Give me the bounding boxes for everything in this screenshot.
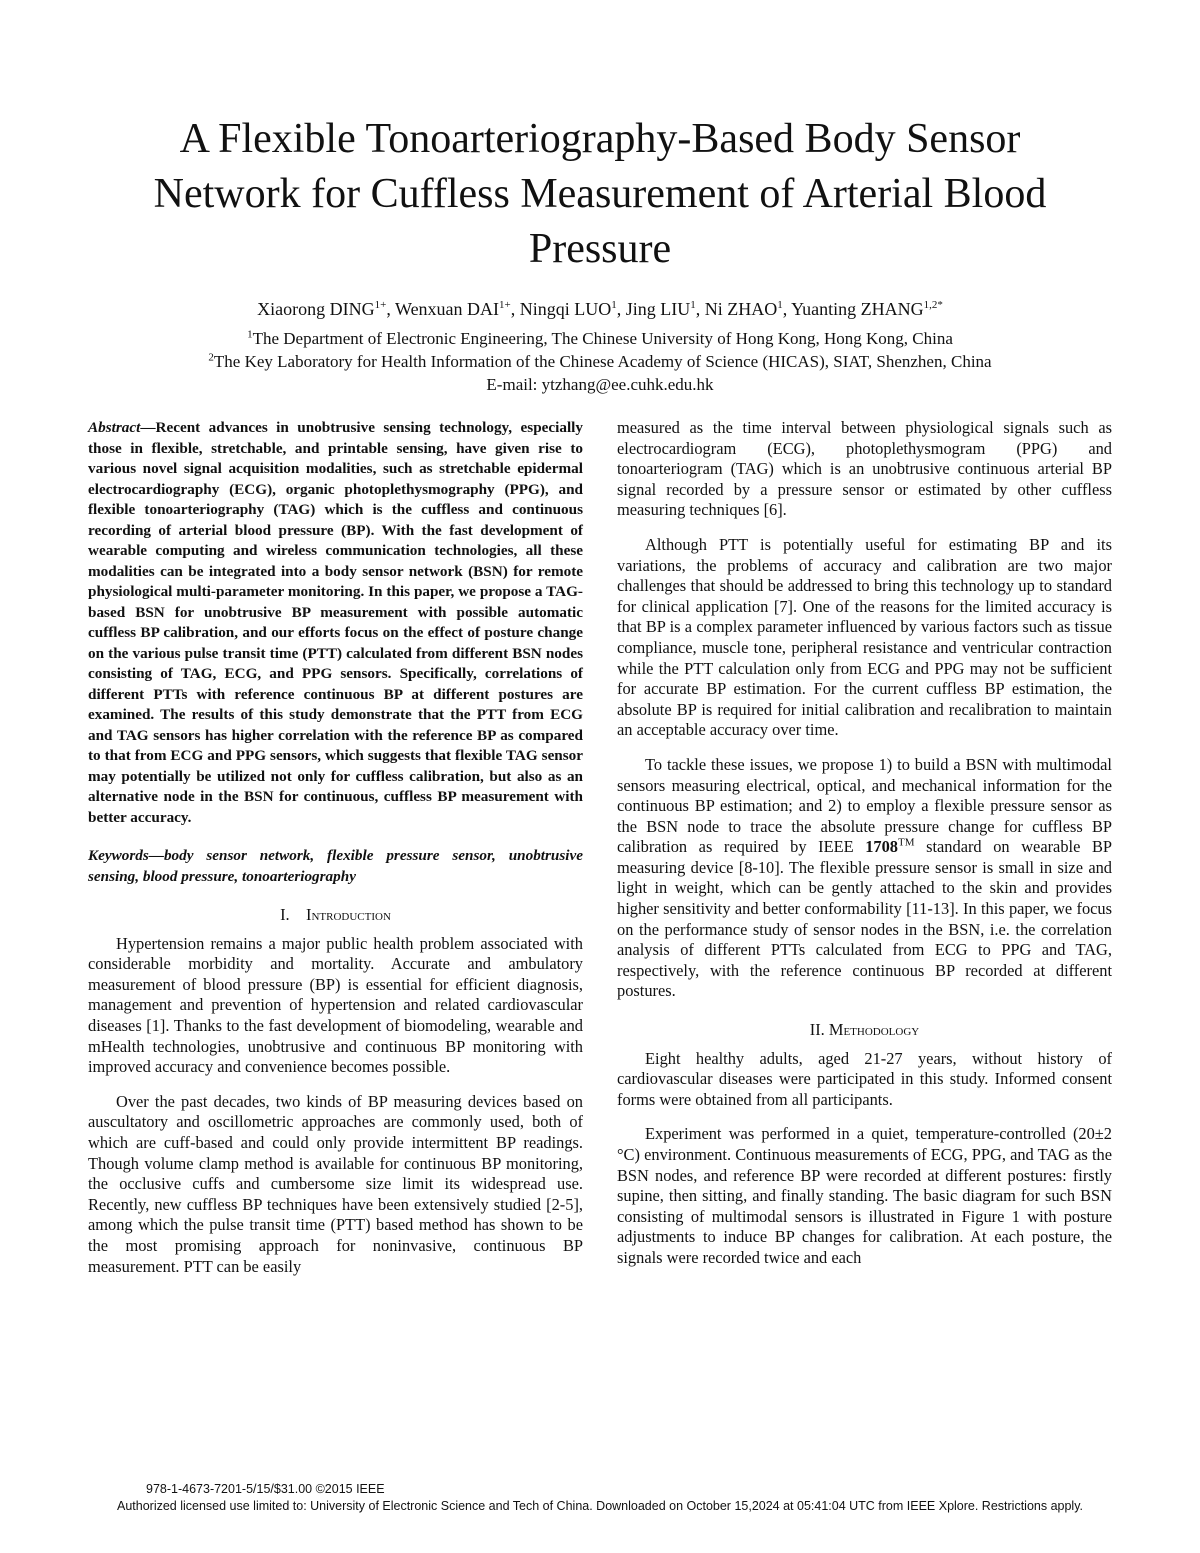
paper-title (80, 112, 1120, 277)
author-mark: 1+ (499, 299, 511, 311)
intro-paragraph-3: measured as the time interval between physiological signals such as electrocardiogram (ECG), photoplethysmogram (PPG) and tonoarteriogram (TAG) which is an unobtrusive continuous arterial BP signal recorded by a pressure sensor or estimated by other cuffless measuring techniques [6]. (617, 418, 1112, 520)
section-number: II. (809, 1020, 825, 1040)
intro-paragraph-1: Hypertension remains a major public health problem associated with considerable morbidity and mortality. Accurate and ambulatory measurement of blood pressure (BP) is essential for efficient diagnosis, management and prevention of hypertension and related cardiovascular diseases [1]. Thanks to the fast development of biomodeling, wearable and mHealth technologies, unobtrusive and continuous BP monitoring with improved accuracy and convenience becomes possible. (88, 933, 583, 1077)
affiliation-text: The Key Laboratory for Health Information of the Chinese Academy of Science (HICAS), SIAT, Shenzhen, China (213, 352, 992, 371)
affiliation-2 (80, 350, 1120, 374)
section-heading-introduction (88, 905, 583, 926)
paragraph-text: To tackle these issues, we propose 1) to build a BSN with multimodal sensors measuring electrical, optical, and mechanical information for the continuous BP estimation; and 2) to employ a flexible pressure sensor as the BSN node to trace the absolute pressure change for cuffless BP calibration as required by IEEE (617, 754, 1112, 857)
intro-paragraph-2: Over the past decades, two kinds of BP measuring devices based on auscultatory and oscillometric approaches are commonly used, both of which are cuff-based and could only provide intermittent BP readings. Though volume clamp method is available for continuous BP monitoring, the occlusive cuffs and cumbersome size limit its widespread use. Recently, new cuffless BP techniques have been extensively studied [2-5], among which the pulse transit time (PTT) based method has shown to be the most promising approach for noninvasive, continuous BP measurement. PTT can be easily (88, 1091, 583, 1276)
author-mark: 1 (690, 299, 696, 311)
keywords: Keywords—body sensor network, flexible pressure sensor, unobtrusive sensing, blood pressure, tonoarteriography (88, 847, 583, 885)
abstract-text: —Recent advances in unobtrusive sensing technology, especially those in flexible, stretchable, and printable sensing, have given rise to various novel signal acquisition modalities, such as stretchable epidermal electrocardiography (ECG), organic photoplethysmography (PPG), and flexible tonoarteriography (TAG) which is the cuffless and continuous recording of arterial blood pressure (BP). With the fast development of wearable computing and wireless communication technologies, all these modalities can be integrated into a body sensor network (BSN) for remote physiological multi-parameter monitoring. In this paper, we propose a TAG-based BSN for unobtrusive BP measurement with possible automatic cuffless BP calibration, and our efforts focus on the effect of posture change on the various pulse transit time (PTT) calculated from different BSN nodes consisting of TAG, ECG, and PPG sensors. Specifically, correlations of different PTTs with reference continuous BP at different postures are examined. The results of this study demonstrate that the PTT from ECG and TAG sensors has higher correlation with the reference BP as compared to that from ECG and PPG sensors, which suggests that flexible TAG sensor may potentially be utilized not only for cuffless calibration, but also as an alternative node in the BSN for continuous, cuffless BP measurement with better accuracy. (88, 419, 583, 826)
author-mark: 1 (611, 299, 617, 311)
contact-email: E-mail: ytzhang@ee.cuhk.edu.hk (486, 375, 714, 394)
intro-paragraph-5 (617, 755, 1112, 1002)
author-name: Ningqi LUO (519, 299, 612, 319)
authorized-use-notice: Authorized licensed use limited to: University of Electronic Science and Tech of China. Downloaded on October 15,2024 at 05:41:04 UTC from IEEE Xplore. Restrictions apply. (116, 1499, 1083, 1513)
methods-paragraph-2: Experiment was performed in a quiet, temperature-controlled (20±2 °C) environment. Continuous measurements of ECG, PPG, and TAG as the BSN nodes, and reference BP were recorded at different postures: firstly supine, then sitting, and finally standing. The basic diagram for such BSN consisting of multimodal sensors is illustrated in Figure 1 with posture adjustments to induce BP changes for calibration. At each posture, the signals were recorded twice and each (617, 1124, 1112, 1267)
affiliation-mark: 2 (208, 351, 214, 364)
author-name: Jing LIU (625, 299, 691, 319)
author-name: Yuanting ZHANG (791, 299, 924, 319)
abstract-label: Abstract (88, 419, 141, 436)
section-number: I. (280, 905, 290, 924)
affiliation-text: The Department of Electronic Engineering, The Chinese University of Hong Kong, Hong Kong, China (252, 329, 953, 348)
author-list: Xiaorong $DING^{1+}$, Wenxuan $DAI^{1+}$, Ningqi LUO$^1$, Jing LIU$^1$, Ni ZHAO$^1$, Yuanting $ZHANG^{1,2*}$ (257, 299, 943, 319)
intro-paragraph-4: Although PTT is potentially useful for estimating BP and its variations, the problems of accuracy and calibration are two major challenges that should be addressed to bring this technology up to standard for clinical application [7]. One of the reasons for the limited accuracy is that BP is a complex parameter influenced by various factors such as tissue compliance, muscle tone, peripheral resistance and ventricular contraction while the PTT calculation only from ECG and PPG may not be sufficient for accurate BP estimation. For the current cuffless BP estimation, the absolute BP is required for initial calibration and recalibration to maintain an acceptable accuracy over time. (617, 534, 1112, 740)
author-name: Ni ZHAO (704, 299, 778, 319)
author-mark: 1,2* (923, 299, 943, 311)
section-title: Methodology (828, 1020, 920, 1040)
left-column (88, 418, 583, 1277)
trademark-mark: TM (898, 836, 915, 849)
standard-number: 1708 (865, 837, 898, 857)
title-line-3: Pressure (528, 226, 672, 272)
paragraph-text: standard on wearable BP measuring device [8-10]. The flexible pressure sensor is small in size and light in weight, which can be gently attached to the skin and provides higher sensitivity and better conformability [11-13]. In this paper, we focus on the performance study of sensor nodes in the BSN, i.e. the correlation analysis of different PTTs calculated from ECG to PPG and TAG, respectively, with the reference continuous BP recorded at different postures. (617, 837, 1112, 1001)
copyright-line: 978-1-4673-7201-5/15/$31.00 ©2015 IEEE (146, 1482, 385, 1496)
abstract (88, 418, 583, 828)
author-name: Xiaorong DING (257, 299, 375, 319)
section-heading-methodology (617, 1020, 1112, 1041)
title-line-1: A Flexible Tonoarteriography-Based Body Sensor (179, 116, 1021, 162)
author-mark: 1+ (374, 299, 387, 311)
affiliation-mark: 1 (247, 328, 253, 341)
title-line-2: Network for Cuffless Measurement of Arterial Blood (153, 171, 1047, 217)
section-title: Introduction (306, 905, 391, 924)
methods-paragraph-1: Eight healthy adults, aged 21-27 years, without history of cardiovascular diseases were participated in this study. Informed consent forms were obtained from all participants. (617, 1048, 1112, 1109)
affiliation-1 (80, 327, 1120, 351)
right-column (617, 418, 1112, 1269)
author-name: Wenxuan DAI (395, 299, 500, 319)
author-mark: 1 (777, 299, 783, 311)
